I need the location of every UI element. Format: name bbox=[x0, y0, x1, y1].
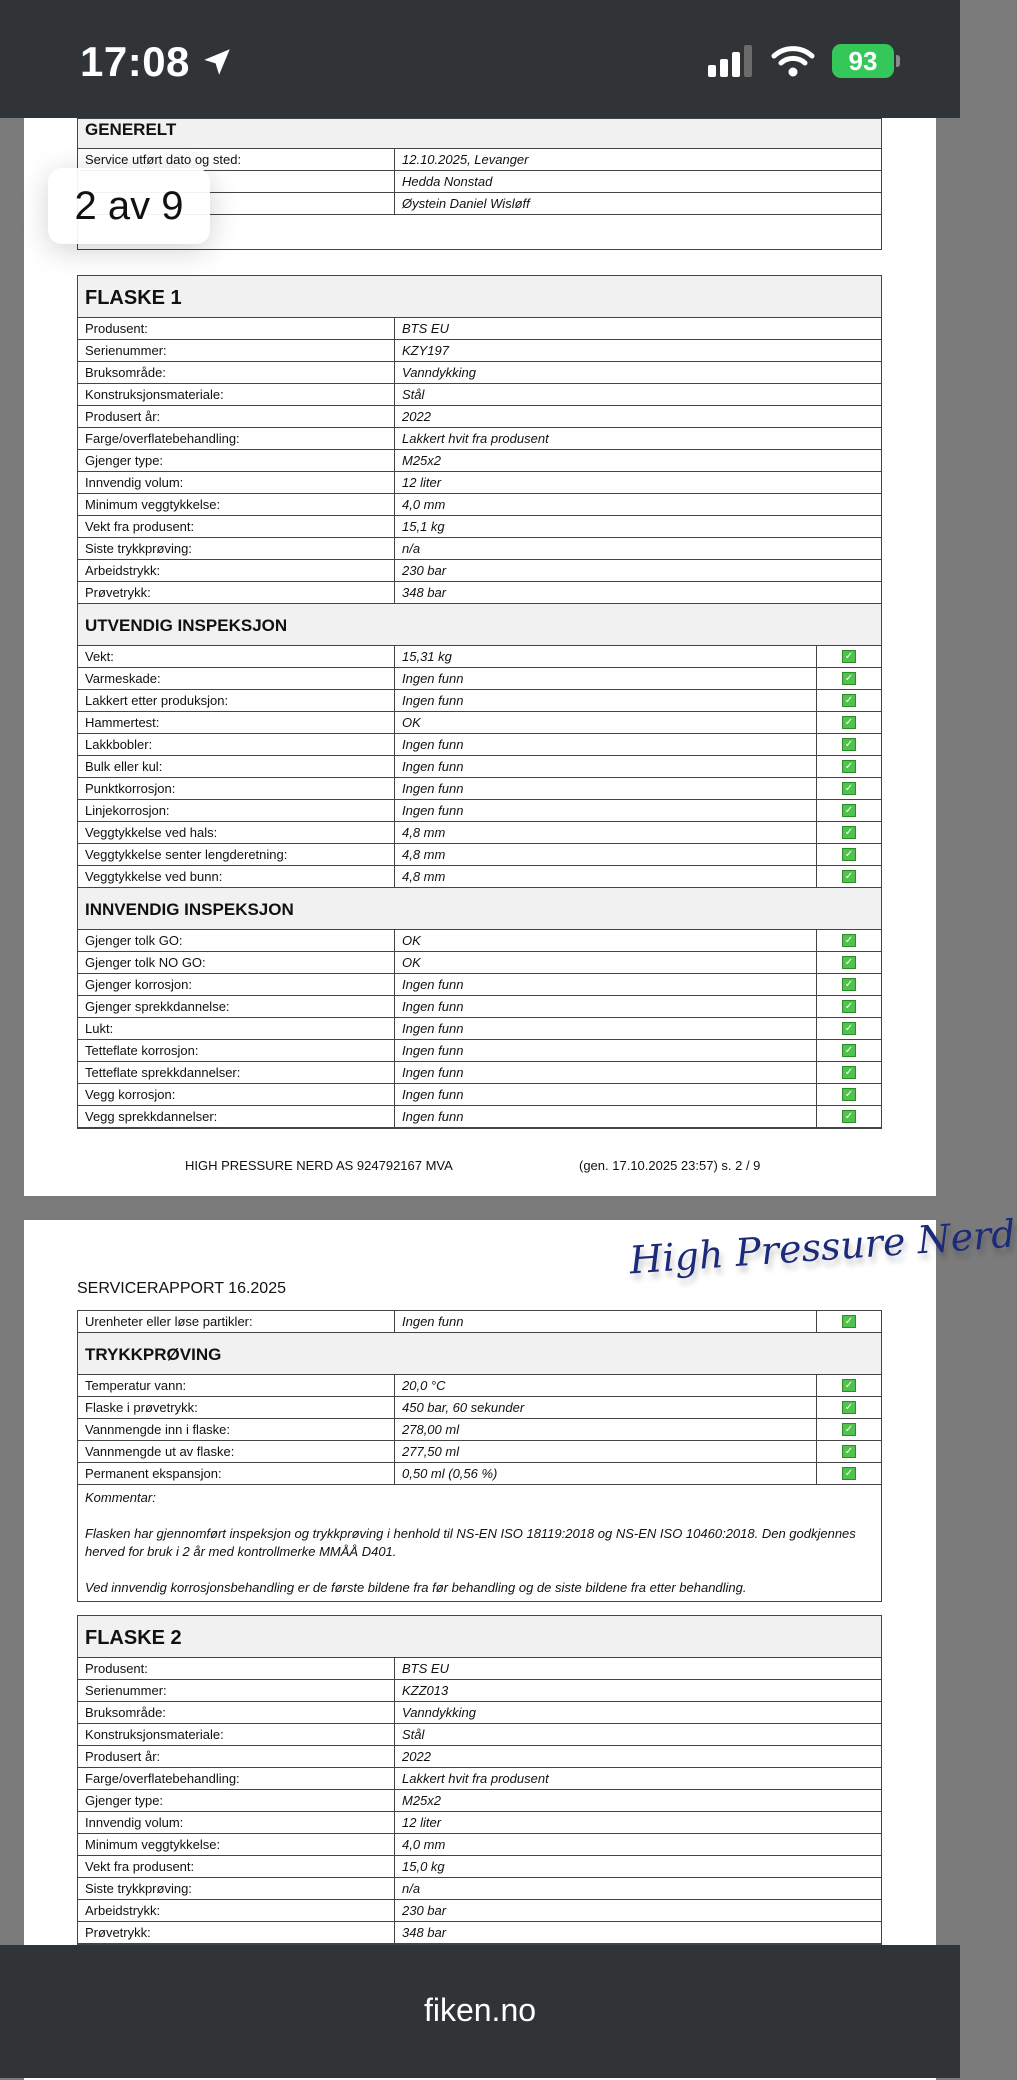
row-label: Vannmengde ut av flaske: bbox=[78, 1441, 395, 1462]
checkbox-cell bbox=[816, 712, 881, 733]
checkmark-icon: ✓ bbox=[842, 1445, 856, 1458]
table-row bbox=[78, 318, 881, 340]
row-value: Ingen funn bbox=[402, 671, 464, 686]
row-label: Varmeskade: bbox=[78, 668, 395, 689]
checkbox-cell bbox=[816, 756, 881, 777]
row-value: Ingen funn bbox=[402, 693, 464, 708]
table-row bbox=[78, 1062, 881, 1084]
row-value: 15,1 kg bbox=[402, 519, 445, 534]
row-value: Lakkert hvit fra produsent bbox=[402, 431, 549, 446]
status-indicators bbox=[708, 44, 900, 78]
table-row bbox=[78, 494, 881, 516]
row-label: Gjenger tolk NO GO: bbox=[78, 952, 395, 973]
row-value: 4,8 mm bbox=[402, 847, 446, 862]
checkmark-icon: ✓ bbox=[842, 1066, 856, 1079]
table-row bbox=[78, 516, 881, 538]
checkbox-cell bbox=[816, 930, 881, 951]
table-row bbox=[78, 1106, 881, 1128]
row-value: Vanndykking bbox=[402, 1705, 476, 1720]
row-label: Innvendig volum: bbox=[78, 1812, 395, 1833]
row-label: Gjenger type: bbox=[78, 450, 395, 471]
checkbox-cell bbox=[816, 1040, 881, 1061]
table-row bbox=[78, 428, 881, 450]
row-label: Serienummer: bbox=[78, 1680, 395, 1701]
row-label: Arbeidstrykk: bbox=[78, 1900, 395, 1921]
row-value: Ingen funn bbox=[402, 1043, 464, 1058]
table-row bbox=[78, 1311, 881, 1333]
checkmark-icon: ✓ bbox=[842, 826, 856, 839]
row-label: Linjekorrosjon: bbox=[78, 800, 395, 821]
checkmark-icon: ✓ bbox=[842, 848, 856, 861]
row-label: Gjenger tolk GO: bbox=[78, 930, 395, 951]
row-label: Gjenger type: bbox=[78, 1790, 395, 1811]
table-row bbox=[78, 800, 881, 822]
table-row bbox=[78, 1375, 881, 1397]
checkbox-cell bbox=[816, 952, 881, 973]
checkbox-cell bbox=[816, 690, 881, 711]
table-row bbox=[78, 1900, 881, 1922]
row-label: Gjenger sprekkdannelse: bbox=[78, 996, 395, 1017]
row-value: 12.10.2025, Levanger bbox=[402, 152, 529, 167]
row-label: Farge/overflatebehandling: bbox=[78, 428, 395, 449]
row-value: M25x2 bbox=[402, 453, 442, 468]
checkmark-icon: ✓ bbox=[842, 716, 856, 729]
row-label: Vannmengde inn i flaske: bbox=[78, 1419, 395, 1440]
table-row bbox=[78, 1834, 881, 1856]
row-value: 278,00 ml bbox=[402, 1422, 460, 1437]
table-row bbox=[78, 1812, 881, 1834]
row-value: n/a bbox=[402, 1881, 421, 1896]
row-value: Ingen funn bbox=[402, 1065, 464, 1080]
row-value: KZZ013 bbox=[402, 1683, 449, 1698]
table-row bbox=[78, 646, 881, 668]
trykk-rows bbox=[78, 1375, 881, 1485]
table-row bbox=[78, 844, 881, 866]
table-row bbox=[78, 1084, 881, 1106]
checkbox-cell bbox=[816, 1062, 881, 1083]
checkbox-cell bbox=[816, 1084, 881, 1105]
row-label: Konstruksjonsmateriale: bbox=[78, 384, 395, 405]
row-label: Produsert år: bbox=[78, 1746, 395, 1767]
checkbox-cell bbox=[816, 1106, 881, 1127]
table-row bbox=[78, 822, 881, 844]
row-label: Bruksområde: bbox=[78, 1702, 395, 1723]
row-value: 230 bar bbox=[402, 563, 447, 578]
checkmark-icon: ✓ bbox=[842, 694, 856, 707]
row-label: Urenheter eller løse partikler: bbox=[78, 1311, 395, 1332]
battery-icon bbox=[832, 44, 900, 78]
table-row bbox=[78, 1680, 881, 1702]
footer-company: HIGH PRESSURE NERD AS 924792167 MVA bbox=[185, 1158, 453, 1173]
row-value: 348 bar bbox=[402, 585, 447, 600]
flaske2-rows bbox=[78, 1658, 881, 1944]
checkmark-icon: ✓ bbox=[842, 672, 856, 685]
checkbox-cell bbox=[816, 822, 881, 843]
comment-box bbox=[78, 1485, 881, 1601]
row-value: Lakkert hvit fra produsent bbox=[402, 1771, 549, 1786]
row-label: Produsent: bbox=[78, 1658, 395, 1679]
page-indicator: 2 av 9 bbox=[48, 168, 210, 244]
flaske2-title: FLASKE 2 bbox=[78, 1616, 881, 1658]
table-row bbox=[78, 996, 881, 1018]
company-logo: High Pressure Nerd bbox=[627, 1211, 1017, 1283]
location-arrow-icon bbox=[200, 45, 234, 79]
table-row bbox=[78, 362, 881, 384]
table-row bbox=[78, 974, 881, 996]
row-label: Permanent ekspansjon: bbox=[78, 1463, 395, 1484]
row-label: Tetteflate sprekkdannelser: bbox=[78, 1062, 395, 1083]
table-row bbox=[78, 690, 881, 712]
row-value: Hedda Nonstad bbox=[402, 174, 493, 189]
row-value: Ingen funn bbox=[402, 1087, 464, 1102]
table-row bbox=[78, 406, 881, 428]
row-label: Arbeidstrykk: bbox=[78, 560, 395, 581]
row-label: Vegg sprekkdannelser: bbox=[78, 1106, 395, 1127]
flaske2-section bbox=[77, 1615, 882, 1945]
row-value: 4,8 mm bbox=[402, 869, 446, 884]
flaske1-title: FLASKE 1 bbox=[78, 276, 881, 318]
table-row bbox=[78, 1658, 881, 1680]
table-row bbox=[78, 1768, 881, 1790]
row-label: Vegg korrosjon: bbox=[78, 1084, 395, 1105]
checkmark-icon: ✓ bbox=[842, 1423, 856, 1436]
row-value: Ingen funn bbox=[402, 737, 464, 752]
checkbox-cell bbox=[816, 866, 881, 887]
row-label: Konstruksjonsmateriale: bbox=[78, 1724, 395, 1745]
row-value: M25x2 bbox=[402, 1793, 442, 1808]
table-row bbox=[78, 1463, 881, 1485]
report-title: SERVICERAPPORT 16.2025 bbox=[77, 1280, 286, 1297]
row-value: 2022 bbox=[402, 409, 431, 424]
row-value: Ingen funn bbox=[402, 977, 464, 992]
generelt-title: GENERELT bbox=[78, 119, 881, 149]
row-value: n/a bbox=[402, 541, 421, 556]
row-value: OK bbox=[402, 933, 421, 948]
checkmark-icon: ✓ bbox=[842, 956, 856, 969]
row-label: Flaske i prøvetrykk: bbox=[78, 1397, 395, 1418]
row-value: 348 bar bbox=[402, 1925, 447, 1940]
status-bar bbox=[0, 0, 960, 118]
checkmark-icon: ✓ bbox=[842, 1110, 856, 1123]
checkbox-cell bbox=[816, 1018, 881, 1039]
row-value: 0,50 ml (0,56 %) bbox=[402, 1466, 498, 1481]
row-label: Serienummer: bbox=[78, 340, 395, 361]
table-row bbox=[78, 866, 881, 888]
checkmark-icon: ✓ bbox=[842, 738, 856, 751]
innvendig-rows bbox=[78, 930, 881, 1128]
table-row bbox=[78, 1441, 881, 1463]
row-value: Øystein Daniel Wisløff bbox=[402, 196, 530, 211]
utvendig-rows bbox=[78, 646, 881, 888]
table-row bbox=[78, 582, 881, 604]
flaske1-continued-section bbox=[77, 1310, 882, 1602]
table-row bbox=[78, 930, 881, 952]
row-label: Minimum veggtykkelse: bbox=[78, 1834, 395, 1855]
table-row bbox=[78, 712, 881, 734]
row-label: Lakkert etter produksjon: bbox=[78, 690, 395, 711]
row-label: Minimum veggtykkelse: bbox=[78, 494, 395, 515]
table-row bbox=[78, 778, 881, 800]
checkmark-icon: ✓ bbox=[842, 978, 856, 991]
row-label: Bulk eller kul: bbox=[78, 756, 395, 777]
table-row bbox=[78, 1746, 881, 1768]
checkbox-cell bbox=[816, 646, 881, 667]
row-label: Innvendig volum: bbox=[78, 472, 395, 493]
table-row bbox=[78, 538, 881, 560]
row-label: Hammertest: bbox=[78, 712, 395, 733]
row-value: Ingen funn bbox=[402, 1021, 464, 1036]
table-row bbox=[78, 1922, 881, 1944]
row-label: Veggtykkelse ved bunn: bbox=[78, 866, 395, 887]
utvendig-title: UTVENDIG INSPEKSJON bbox=[78, 604, 881, 646]
checkmark-icon: ✓ bbox=[842, 870, 856, 883]
checkmark-icon: ✓ bbox=[842, 804, 856, 817]
table-row bbox=[78, 1702, 881, 1724]
row-label: Siste trykkprøving: bbox=[78, 538, 395, 559]
table-row bbox=[78, 1724, 881, 1746]
checkbox-cell bbox=[816, 974, 881, 995]
table-row bbox=[78, 472, 881, 494]
row-label: Veggtykkelse senter lengderetning: bbox=[78, 844, 395, 865]
row-label: Siste trykkprøving: bbox=[78, 1878, 395, 1899]
row-label: Temperatur vann: bbox=[78, 1375, 395, 1396]
checkbox-cell bbox=[816, 668, 881, 689]
checkmark-icon: ✓ bbox=[842, 1088, 856, 1101]
row-value: Stål bbox=[402, 1727, 425, 1742]
footer-page-info: (gen. 17.10.2025 23:57) s. 2 / 9 bbox=[579, 1158, 761, 1173]
row-value: 277,50 ml bbox=[402, 1444, 460, 1459]
row-label: Produsert år: bbox=[78, 406, 395, 427]
row-value: KZY197 bbox=[402, 343, 449, 358]
row-label: Farge/overflatebehandling: bbox=[78, 1768, 395, 1789]
row-value: 15,31 kg bbox=[402, 649, 452, 664]
checkbox-cell bbox=[816, 1441, 881, 1462]
row-value: OK bbox=[402, 715, 421, 730]
document-page-2[interactable] bbox=[24, 118, 936, 1196]
checkbox-cell bbox=[816, 1419, 881, 1440]
innvendig-title: INNVENDIG INSPEKSJON bbox=[78, 888, 881, 930]
checkbox-cell bbox=[816, 1375, 881, 1396]
table-row bbox=[78, 340, 881, 362]
table-row bbox=[78, 734, 881, 756]
row-label: Lukt: bbox=[78, 1018, 395, 1039]
row-value: Vanndykking bbox=[402, 365, 476, 380]
row-label: Produsent: bbox=[78, 318, 395, 339]
row-value: 12 liter bbox=[402, 475, 442, 490]
battery-tip bbox=[896, 55, 900, 67]
checkmark-icon: ✓ bbox=[842, 1315, 856, 1328]
status-time bbox=[80, 38, 234, 86]
checkbox-cell bbox=[816, 1311, 881, 1332]
row-label: Gjenger korrosjon: bbox=[78, 974, 395, 995]
table-row bbox=[78, 560, 881, 582]
row-value: 12 liter bbox=[402, 1815, 442, 1830]
browser-bottom-bar bbox=[0, 1945, 960, 2078]
row-value: Ingen funn bbox=[402, 1314, 464, 1329]
row-value: Ingen funn bbox=[402, 1109, 464, 1124]
row-value: 15,0 kg bbox=[402, 1859, 445, 1874]
table-row bbox=[78, 384, 881, 406]
row-value: 4,8 mm bbox=[402, 825, 446, 840]
row-label: Vekt fra produsent: bbox=[78, 516, 395, 537]
row-value: Ingen funn bbox=[402, 759, 464, 774]
flaske1-section bbox=[77, 275, 882, 1129]
table-row bbox=[78, 450, 881, 472]
signal-icon bbox=[708, 45, 754, 77]
row-value: 20,0 °C bbox=[402, 1378, 446, 1393]
table-row bbox=[78, 1878, 881, 1900]
flaske1-rows bbox=[78, 318, 881, 604]
checkmark-icon: ✓ bbox=[842, 1000, 856, 1013]
table-row bbox=[78, 952, 881, 974]
table-row bbox=[78, 1040, 881, 1062]
continued-rows bbox=[78, 1311, 881, 1333]
checkbox-cell bbox=[816, 996, 881, 1017]
checkmark-icon: ✓ bbox=[842, 782, 856, 795]
checkmark-icon: ✓ bbox=[842, 1022, 856, 1035]
row-label: Vekt fra produsent: bbox=[78, 1856, 395, 1877]
checkmark-icon: ✓ bbox=[842, 1401, 856, 1414]
checkbox-cell bbox=[816, 844, 881, 865]
table-row bbox=[78, 1018, 881, 1040]
row-label: Lakkbobler: bbox=[78, 734, 395, 755]
trykk-title: TRYKKPRØVING bbox=[78, 1333, 881, 1375]
row-value: 230 bar bbox=[402, 1903, 447, 1918]
table-row bbox=[78, 1856, 881, 1878]
address-bar-url[interactable]: fiken.no bbox=[423, 1992, 537, 2028]
wifi-icon bbox=[772, 45, 814, 77]
checkmark-icon: ✓ bbox=[842, 934, 856, 947]
checkbox-cell bbox=[816, 778, 881, 799]
checkbox-cell bbox=[816, 734, 881, 755]
row-value: Stål bbox=[402, 387, 425, 402]
comment-label: Kommentar: bbox=[85, 1490, 156, 1505]
table-row bbox=[78, 1397, 881, 1419]
row-value: BTS EU bbox=[402, 321, 449, 336]
row-label: Veggtykkelse ved hals: bbox=[78, 822, 395, 843]
row-value: Ingen funn bbox=[402, 803, 464, 818]
checkmark-icon: ✓ bbox=[842, 650, 856, 663]
row-label: Prøvetrykk: bbox=[78, 1922, 395, 1943]
checkbox-cell bbox=[816, 1397, 881, 1418]
table-row bbox=[78, 668, 881, 690]
row-value: OK bbox=[402, 955, 421, 970]
comment-text-approval: Flasken har gjennomført inspeksjon og trykkprøving i henhold til NS-EN ISO 18119:2018 og NS-EN ISO 10460:2018. Den godkjennes herved for bruk i 2 år med kontrollmerke MMÅÅ D401. bbox=[85, 1526, 856, 1559]
row-value: 2022 bbox=[402, 1749, 431, 1764]
checkmark-icon: ✓ bbox=[842, 760, 856, 773]
comment-text-treatment: Ved innvendig korrosjonsbehandling er de første bildene fra før behandling og de siste bildene fra etter behandling. bbox=[85, 1580, 747, 1595]
table-row bbox=[78, 1790, 881, 1812]
row-label: Prøvetrykk: bbox=[78, 582, 395, 603]
row-value: 4,0 mm bbox=[402, 497, 446, 512]
row-label: Tetteflate korrosjon: bbox=[78, 1040, 395, 1061]
checkbox-cell bbox=[816, 800, 881, 821]
table-row bbox=[78, 756, 881, 778]
checkbox-cell bbox=[816, 1463, 881, 1484]
checkmark-icon: ✓ bbox=[842, 1467, 856, 1480]
row-value: BTS EU bbox=[402, 1661, 449, 1676]
battery-level: 93 bbox=[832, 44, 894, 78]
checkmark-icon: ✓ bbox=[842, 1044, 856, 1057]
table-row bbox=[78, 1419, 881, 1441]
row-label: Vekt: bbox=[78, 646, 395, 667]
row-label: Service utført dato og sted: bbox=[78, 149, 395, 170]
status-time-text: 17:08 bbox=[80, 38, 190, 85]
row-label: Bruksområde: bbox=[78, 362, 395, 383]
row-label: Punktkorrosjon: bbox=[78, 778, 395, 799]
row-value: 450 bar, 60 sekunder bbox=[402, 1400, 525, 1415]
row-value: 4,0 mm bbox=[402, 1837, 446, 1852]
row-value: Ingen funn bbox=[402, 999, 464, 1014]
checkmark-icon: ✓ bbox=[842, 1379, 856, 1392]
row-value: Ingen funn bbox=[402, 781, 464, 796]
